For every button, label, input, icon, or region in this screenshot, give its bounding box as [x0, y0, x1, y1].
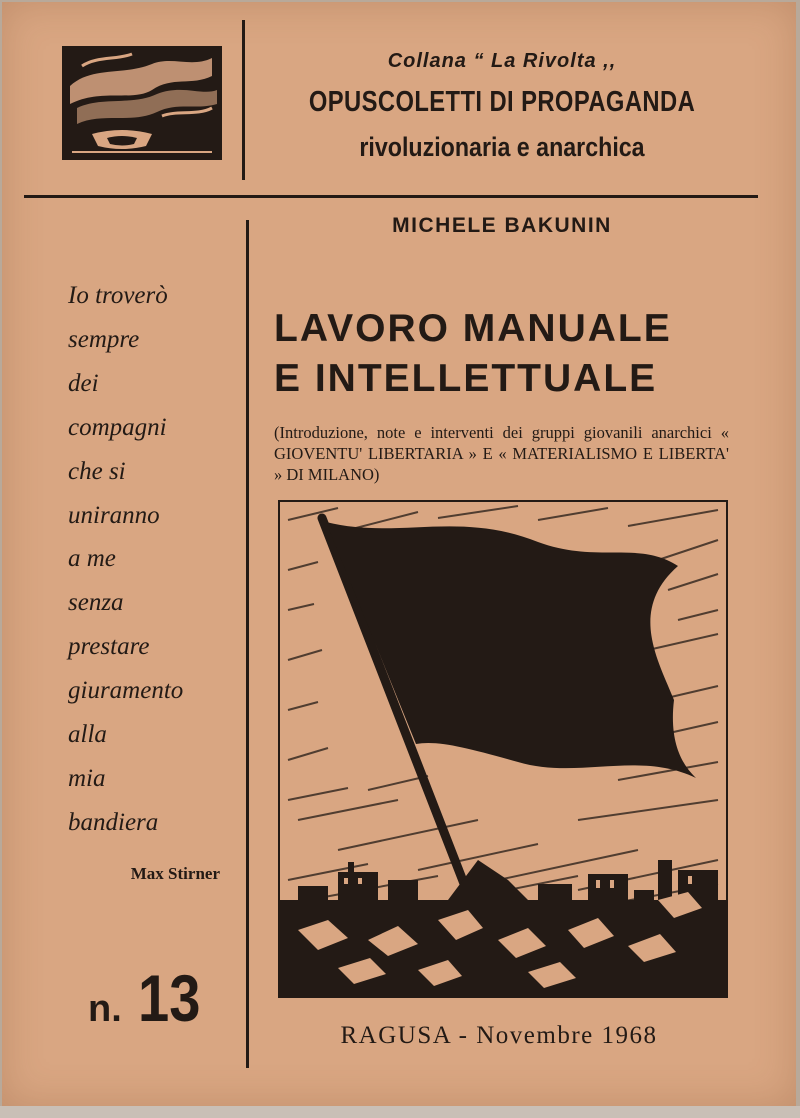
title-line: LAVORO MANUALE [274, 307, 672, 350]
quote-line: uniranno [68, 501, 160, 529]
quote [68, 274, 238, 845]
book-title [274, 304, 744, 404]
issue-number [68, 960, 228, 1036]
series-name: OPUSCOLETTI DI PROPAGANDA [308, 86, 696, 118]
quote-line: prestare [68, 633, 150, 661]
quote-line: giuramento [68, 677, 184, 705]
series-collection: Collana “ La Rivolta ,, [387, 50, 617, 72]
torch-flame-icon [62, 46, 222, 160]
cover [2, 2, 796, 1106]
quote-line: Io troverò [68, 282, 168, 309]
issue-value: 13 [137, 961, 201, 1035]
quote-line: dei [68, 369, 99, 397]
quote-line: mia [68, 764, 106, 792]
series-tagline: rivoluzionaria e anarchica [359, 132, 645, 162]
quote-line: compagni [68, 413, 167, 441]
title-line: E INTELLETTUALE [274, 357, 658, 400]
quote-line: che si [68, 457, 126, 485]
quote-author: Max Stirner [130, 864, 220, 883]
quote-line: sempre [68, 325, 140, 353]
vertical-rule-top [242, 20, 245, 180]
quote-line: bandiera [68, 808, 159, 836]
quote-line: alla [68, 721, 107, 749]
quote-line: a me [68, 545, 116, 573]
page-edge [0, 1106, 800, 1118]
issue-prefix: n. [88, 988, 122, 1030]
vertical-rule-main [246, 220, 249, 1068]
author: MICHELE BAKUNIN [392, 214, 612, 237]
quote-line: senza [68, 589, 124, 617]
imprint: RAGUSA - Novembre 1968 [340, 1022, 658, 1049]
flag-illustration [278, 500, 728, 998]
horizontal-rule [24, 195, 758, 198]
subtitle: (Introduzione, note e interventi dei gruppi giovanili anarchici « GIOVENTU' LIBERTARIA » E « MATERIALISMO E LIBERTA' » DI MILANO) [274, 423, 729, 484]
